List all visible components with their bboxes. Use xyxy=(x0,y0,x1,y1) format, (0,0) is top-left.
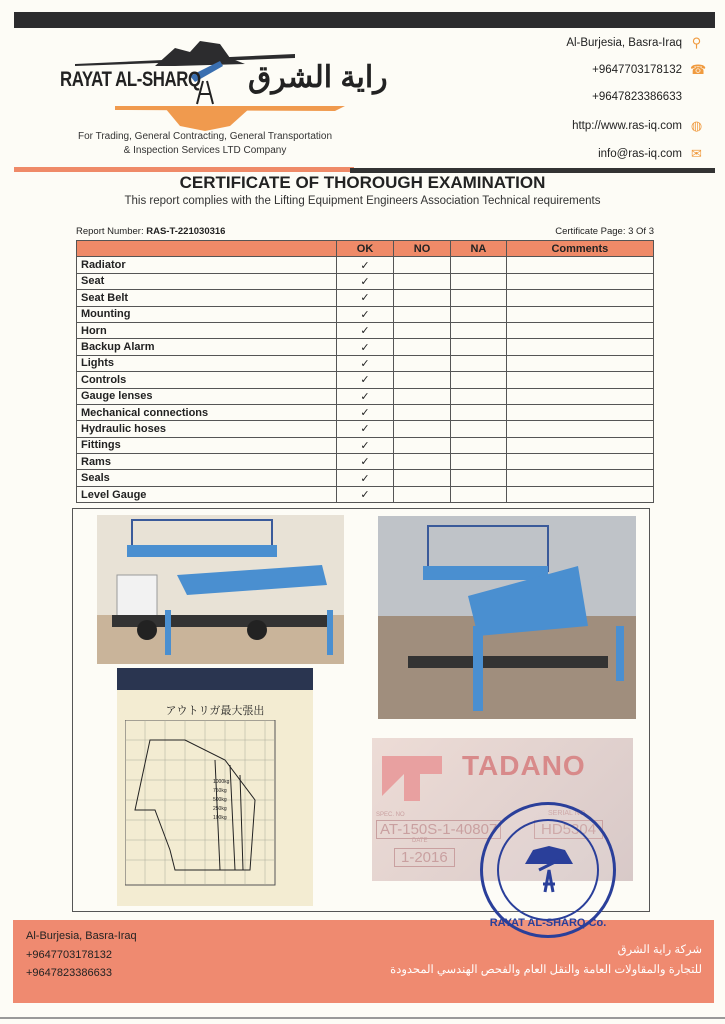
header-no: NO xyxy=(394,241,451,257)
item-label: Mechanical connections xyxy=(77,404,337,420)
na-cell xyxy=(451,486,507,502)
table-row xyxy=(77,273,654,289)
phone-text-1: +9647703178132 xyxy=(592,63,682,76)
ok-cell: ✓ xyxy=(337,355,394,371)
footer-arabic-name: شركة راية الشرق xyxy=(617,944,702,956)
no-cell xyxy=(394,355,451,371)
load-chart-title: アウトリガ最大張出 xyxy=(165,705,265,717)
table-row xyxy=(77,372,654,388)
comments-cell xyxy=(506,322,653,338)
na-cell xyxy=(451,454,507,470)
no-cell xyxy=(394,290,451,306)
comments-cell xyxy=(506,454,653,470)
footer-arabic-description: للتجارة والمقاولات العامة والنقل العام والفحص الهندسي المحدودة xyxy=(390,964,702,976)
ok-cell: ✓ xyxy=(337,290,394,306)
no-cell xyxy=(394,486,451,502)
item-label: Seat xyxy=(77,273,337,289)
top-bar xyxy=(14,12,715,28)
telephone-icon: ☎ xyxy=(690,62,707,77)
comments-cell xyxy=(506,470,653,486)
no-cell xyxy=(394,421,451,437)
table-row xyxy=(77,306,654,322)
na-cell xyxy=(451,388,507,404)
ok-cell: ✓ xyxy=(337,339,394,355)
company-stamp xyxy=(480,802,616,938)
table-row xyxy=(77,339,654,355)
comments-cell xyxy=(506,290,653,306)
contact-address xyxy=(566,36,703,49)
contact-phone-2 xyxy=(592,91,682,103)
item-label: Gauge lenses xyxy=(77,388,337,404)
load-labels xyxy=(213,778,229,823)
item-label: Backup Alarm xyxy=(77,339,337,355)
no-cell xyxy=(394,372,451,388)
bottom-rule xyxy=(0,1017,725,1019)
load-label: 250kg xyxy=(213,806,227,812)
header-ok: OK xyxy=(337,241,394,257)
footer-band xyxy=(13,920,714,1003)
tagline-line-2: & Inspection Services LTD Company xyxy=(123,145,287,156)
load-label: 500kg xyxy=(213,797,227,803)
header-na: NA xyxy=(451,241,507,257)
table-row xyxy=(77,257,654,273)
na-cell xyxy=(451,290,507,306)
ok-cell: ✓ xyxy=(337,404,394,420)
item-label: Lights xyxy=(77,355,337,371)
ok-cell: ✓ xyxy=(337,486,394,502)
ok-cell: ✓ xyxy=(337,454,394,470)
plate-date-value: 1-2016 xyxy=(394,848,455,867)
contact-website xyxy=(572,119,703,132)
na-cell xyxy=(451,404,507,420)
comments-cell xyxy=(506,306,653,322)
load-label: 1000kg xyxy=(213,779,230,785)
na-cell xyxy=(451,421,507,437)
comments-cell xyxy=(506,421,653,437)
ok-cell: ✓ xyxy=(337,470,394,486)
ok-cell: ✓ xyxy=(337,273,394,289)
na-cell xyxy=(451,322,507,338)
item-label: Controls xyxy=(77,372,337,388)
comments-cell xyxy=(506,486,653,502)
stamp-emblem-icon xyxy=(521,840,577,896)
certificate-page: Certificate Page: 3 Of 3 xyxy=(555,226,654,237)
no-cell xyxy=(394,404,451,420)
table-row xyxy=(77,437,654,453)
report-number-value: RAS-T-221030316 xyxy=(146,226,226,237)
na-cell xyxy=(451,273,507,289)
item-label: Radiator xyxy=(77,257,337,273)
no-cell xyxy=(394,339,451,355)
table-row xyxy=(77,355,654,371)
email-link[interactable]: info@ras-iq.com xyxy=(598,147,682,160)
no-cell xyxy=(394,322,451,338)
brand-name-en: RAYAT AL-SHARQ xyxy=(60,68,201,91)
no-cell xyxy=(394,454,451,470)
table-row xyxy=(77,486,654,502)
table-row xyxy=(77,388,654,404)
table-row xyxy=(77,470,654,486)
footer-address: Al-Burjesia, Basra-Iraq xyxy=(26,930,137,942)
item-label: Level Gauge xyxy=(77,486,337,502)
load-label: 750kg xyxy=(213,788,227,794)
no-cell xyxy=(394,470,451,486)
comments-cell xyxy=(506,257,653,273)
page-subtitle: This report complies with the Lifting Equipment Engineers Association Technical requirements xyxy=(124,195,601,207)
load-chart-photo xyxy=(117,668,313,906)
table-header-row xyxy=(77,241,654,257)
header-divider-orange xyxy=(14,167,354,172)
ok-cell: ✓ xyxy=(337,257,394,273)
comments-cell xyxy=(506,404,653,420)
ok-cell: ✓ xyxy=(337,388,394,404)
no-cell xyxy=(394,388,451,404)
table-row xyxy=(77,322,654,338)
truck-side-photo xyxy=(97,515,344,664)
phone-text-2: +9647823386633 xyxy=(592,91,682,103)
comments-cell xyxy=(506,355,653,371)
header-item xyxy=(77,241,337,257)
table-row xyxy=(77,454,654,470)
ok-cell: ✓ xyxy=(337,437,394,453)
website-link[interactable]: http://www.ras-iq.com xyxy=(572,119,682,132)
item-label: Fittings xyxy=(77,437,337,453)
na-cell xyxy=(451,372,507,388)
load-chart-banner xyxy=(117,668,313,690)
plate-spec-value: AT-150S-1-40807 xyxy=(376,820,501,839)
ok-cell: ✓ xyxy=(337,322,394,338)
envelope-icon: ✉ xyxy=(691,146,702,161)
comments-cell xyxy=(506,273,653,289)
plate-serial-value: HD5304 xyxy=(534,820,603,839)
globe-icon: ◍ xyxy=(690,118,703,133)
tagline-line-1: For Trading, General Contracting, General Transportation xyxy=(77,131,333,142)
inspection-table xyxy=(76,240,654,503)
page-title: CERTIFICATE OF THOROUGH EXAMINATION xyxy=(179,173,546,192)
item-label: Seat Belt xyxy=(77,290,337,306)
footer-phone-2: +9647823386633 xyxy=(26,967,112,979)
plate-serial-label: SERIAL NO xyxy=(548,810,586,817)
header-comments: Comments xyxy=(506,241,653,257)
no-cell xyxy=(394,437,451,453)
brand-name-ar: راية الشرق xyxy=(248,61,388,94)
load-label: 100kg xyxy=(213,815,227,821)
table-row xyxy=(77,421,654,437)
item-label: Seals xyxy=(77,470,337,486)
na-cell xyxy=(451,339,507,355)
plate-date-label: DATE xyxy=(412,838,428,844)
item-label: Hydraulic hoses xyxy=(77,421,337,437)
item-label: Horn xyxy=(77,322,337,338)
na-cell xyxy=(451,306,507,322)
na-cell xyxy=(451,470,507,486)
stamp-text: RAYAT AL-SHARQ Co. xyxy=(489,917,607,929)
no-cell xyxy=(394,257,451,273)
company-tagline xyxy=(40,130,370,158)
report-number xyxy=(76,226,225,237)
no-cell xyxy=(394,306,451,322)
plate-brand: TADANO xyxy=(462,750,586,781)
footer-phone-1: +9647703178132 xyxy=(26,949,112,961)
table-row xyxy=(77,404,654,420)
ok-cell: ✓ xyxy=(337,421,394,437)
ok-cell: ✓ xyxy=(337,306,394,322)
item-label: Rams xyxy=(77,454,337,470)
no-cell xyxy=(394,273,451,289)
comments-cell xyxy=(506,388,653,404)
truck-rear-photo xyxy=(378,516,636,719)
na-cell xyxy=(451,437,507,453)
ok-cell: ✓ xyxy=(337,372,394,388)
contact-email xyxy=(598,147,703,160)
address-text: Al-Burjesia, Basra-Iraq xyxy=(566,36,682,49)
location-pin-icon: ⚲ xyxy=(691,35,702,50)
report-number-label: Report Number: xyxy=(76,226,147,237)
comments-cell xyxy=(506,437,653,453)
load-chart-grid xyxy=(125,720,285,890)
contact-phone-1 xyxy=(592,62,707,77)
comments-cell xyxy=(506,372,653,388)
plate-spec-label: SPEC. NO xyxy=(376,812,405,818)
item-label: Mounting xyxy=(77,306,337,322)
comments-cell xyxy=(506,339,653,355)
na-cell xyxy=(451,355,507,371)
tadano-logo-icon xyxy=(382,756,442,801)
table-row xyxy=(77,290,654,306)
na-cell xyxy=(451,257,507,273)
